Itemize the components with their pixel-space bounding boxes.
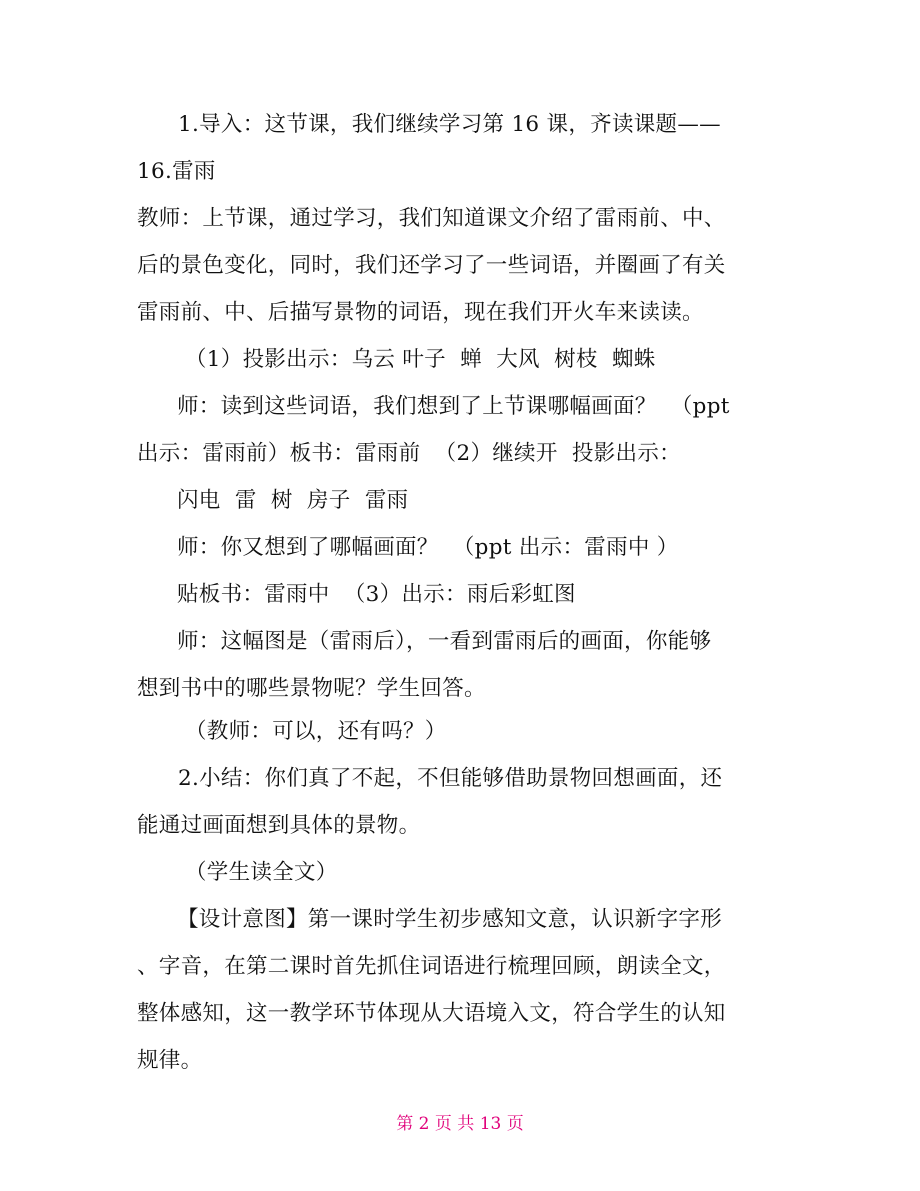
paragraph-line: 出示：雷雨前）板书：雷雨前 （2）继续开 投影出示： bbox=[137, 441, 681, 466]
paragraph-line: 后的景色变化，同时，我们还学习了一些词语，并圈画了有关 bbox=[137, 253, 726, 278]
paragraph-line: 师：这幅图是（雷雨后），一看到雷雨后的画面，你能够 bbox=[177, 629, 712, 654]
page-number-footer: 第 2 页 共 13 页 bbox=[396, 1114, 524, 1134]
paragraph-line: 整体感知，这一教学环节体现从大语境入文，符合学生的认知 bbox=[137, 1001, 726, 1026]
paragraph-line: 想到书中的哪些景物呢？学生回答。 bbox=[137, 676, 486, 701]
paragraph-line: 【设计意图】第一课时学生初步感知文意，认识新字字形 bbox=[177, 907, 723, 932]
paragraph-line: 雷雨前、中、后描写景物的词语，现在我们开火车来读读。 bbox=[137, 300, 704, 325]
paragraph-line: 师：你又想到了哪幅画面？ （ppt 出示：雷雨中 ） bbox=[177, 535, 679, 560]
paragraph-line: 贴板书：雷雨中 （3）出示：雨后彩虹图 bbox=[177, 582, 576, 607]
paragraph-line: 闪电 雷 树 房子 雷雨 bbox=[177, 488, 409, 513]
paragraph-line: 规律。 bbox=[137, 1048, 203, 1073]
paragraph-line: 2.小结：你们真了不起，不但能够借助景物回想画面，还 bbox=[178, 766, 723, 791]
paragraph-line: 师：读到这些词语，我们想到了上节课哪幅画面？ （ppt bbox=[177, 394, 730, 419]
paragraph-line: （教师：可以，还有吗？） bbox=[185, 719, 447, 744]
paragraph-line: 1.导入：这节课，我们继续学习第 16 课，齐读课题—— bbox=[178, 112, 721, 137]
paragraph-line: （1）投影出示：乌云 叶子 蝉 大风 树枝 蜘蛛 bbox=[185, 347, 656, 372]
paragraph-line: （学生读全文） bbox=[185, 860, 338, 885]
paragraph-line: 能通过画面想到具体的景物。 bbox=[137, 813, 421, 838]
paragraph-line: 教师：上节课，通过学习，我们知道课文介绍了雷雨前、中、 bbox=[137, 206, 726, 231]
paragraph-line: 16.雷雨 bbox=[137, 159, 216, 184]
paragraph-line: 、字音，在第二课时首先抓住词语进行梳理回顾，朗读全文， bbox=[137, 954, 726, 979]
